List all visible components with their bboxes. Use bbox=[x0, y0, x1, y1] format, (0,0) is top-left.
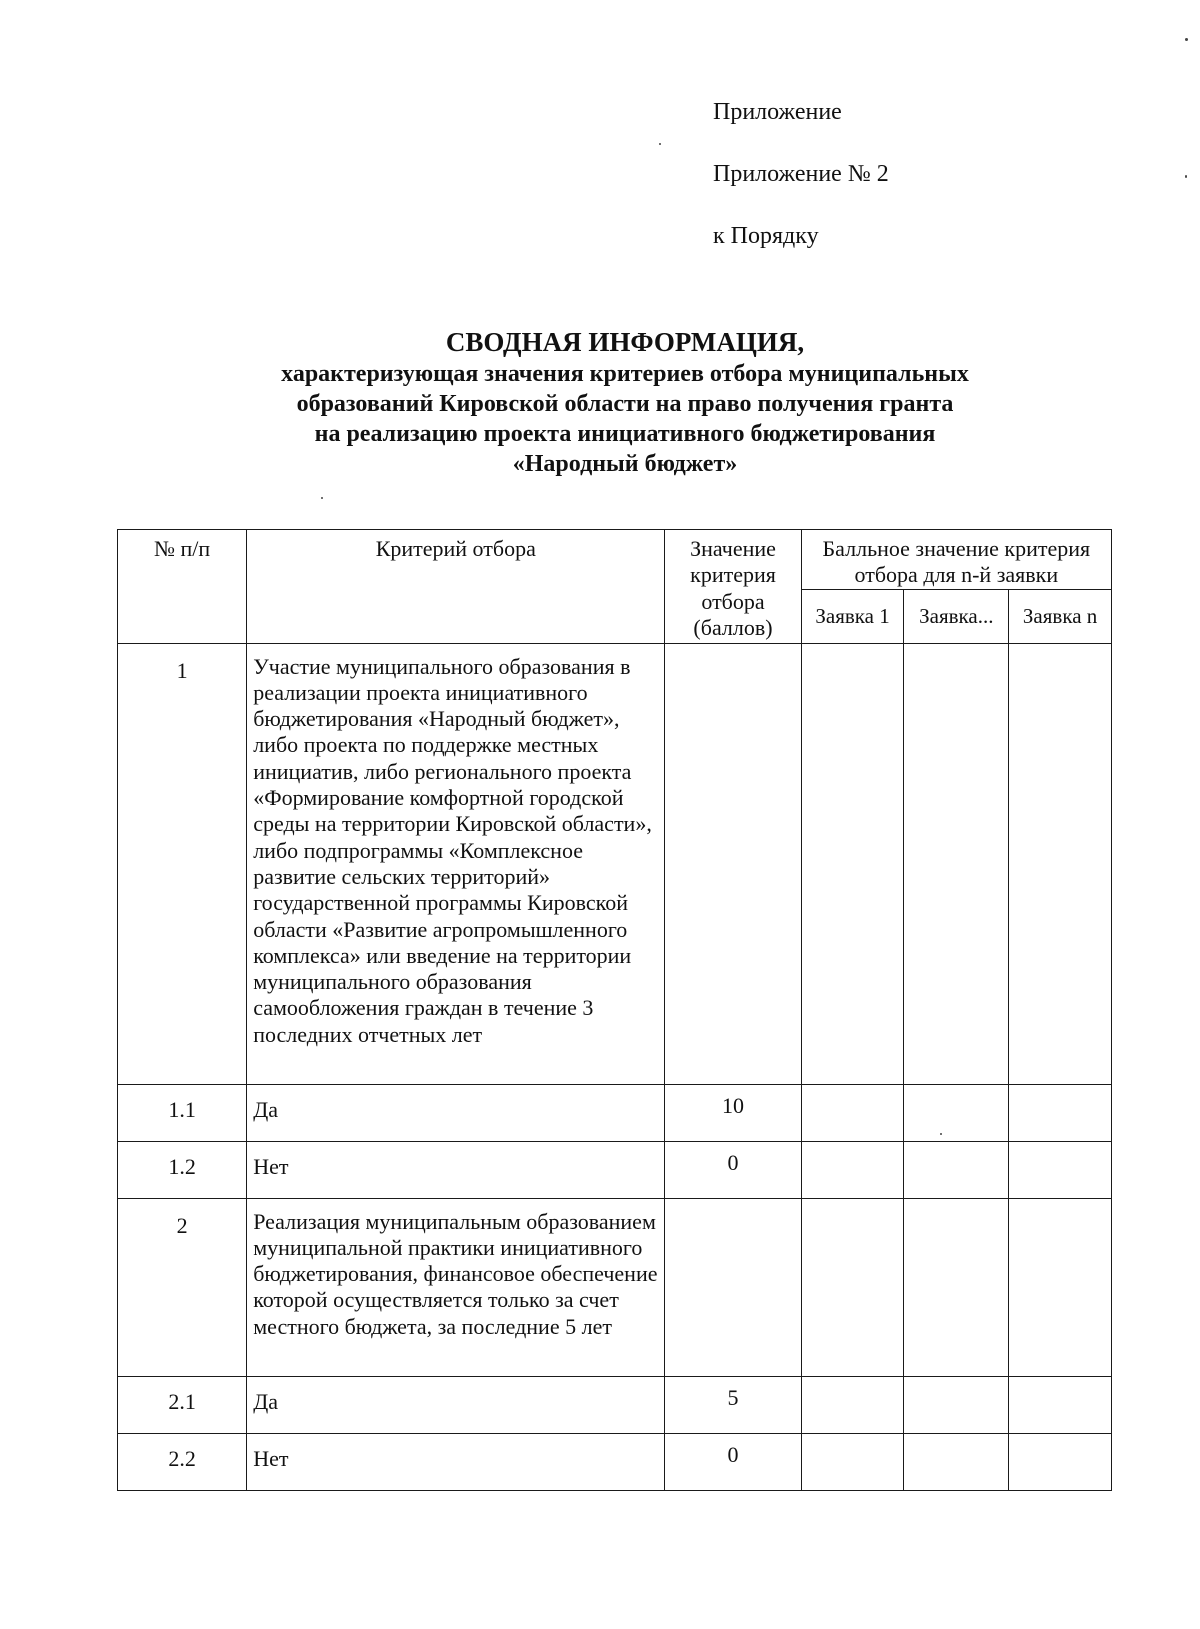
header-score-label: Балльное значение критерия отбора для n-й заявки bbox=[822, 536, 1091, 588]
header-app-etc: Заявка... bbox=[904, 589, 1009, 643]
row-num: 2.1 bbox=[118, 1376, 247, 1433]
title-line-5: «Народный бюджет» bbox=[512, 451, 738, 477]
score-cell-app-1 bbox=[801, 1084, 904, 1141]
title-line-4: на реализацию проекта инициативного бюджетирования bbox=[314, 421, 936, 447]
table-row bbox=[118, 643, 1112, 1084]
title-line-2: характеризующая значения критериев отбора муниципальных bbox=[281, 361, 969, 387]
appendix-line-3: к Порядку bbox=[713, 223, 819, 249]
score-cell-app-etc bbox=[904, 1141, 1009, 1198]
score-cell-app-n bbox=[1009, 643, 1112, 1084]
score-cell-app-1 bbox=[801, 1376, 904, 1433]
row-value: 5 bbox=[665, 1376, 801, 1433]
table-row bbox=[118, 1376, 1112, 1433]
table-row bbox=[118, 1433, 1112, 1490]
header-value bbox=[665, 530, 801, 644]
scan-speck bbox=[659, 143, 661, 145]
table-row bbox=[118, 1141, 1112, 1198]
table-header-row bbox=[118, 530, 1112, 590]
appendix-block bbox=[713, 100, 889, 286]
row-num: 2.2 bbox=[118, 1433, 247, 1490]
row-value: 0 bbox=[665, 1433, 801, 1490]
header-num bbox=[118, 530, 247, 644]
row-num: 1 bbox=[118, 643, 247, 1084]
header-score bbox=[801, 530, 1111, 590]
score-cell-app-1 bbox=[801, 1198, 904, 1376]
table-row bbox=[118, 1198, 1112, 1376]
header-criterion-label: Критерий отбора bbox=[375, 536, 536, 561]
row-criterion: Участие муниципального образования в реализации проекта инициативного бюджетирования «Народный бюджет», либо проекта по поддержке местных инициатив, либо регионального проекта «Формирование комфортной городской среды на территории Кировской области», либо подпрограммы «Комплексное развитие сельских территорий» государственной программы Кировской области «Развитие агропромышленного комплекса» или введение на территории муниципального образования самообложения граждан в течение 3 последних отчетных лет bbox=[247, 643, 665, 1084]
row-value: 0 bbox=[665, 1141, 801, 1198]
scan-speck bbox=[940, 1133, 942, 1135]
scan-speck bbox=[1185, 38, 1188, 41]
header-app-1: Заявка 1 bbox=[801, 589, 904, 643]
document-title bbox=[150, 325, 1100, 479]
row-criterion: Нет bbox=[247, 1141, 665, 1198]
appendix-line-1: Приложение bbox=[713, 99, 842, 125]
score-cell-app-etc bbox=[904, 1198, 1009, 1376]
scan-speck bbox=[321, 497, 323, 499]
scan-speck bbox=[1185, 175, 1187, 178]
row-value: 10 bbox=[665, 1084, 801, 1141]
row-criterion: Нет bbox=[247, 1433, 665, 1490]
row-value bbox=[665, 643, 801, 1084]
score-cell-app-1 bbox=[801, 1433, 904, 1490]
score-cell-app-etc bbox=[904, 1084, 1009, 1141]
row-num: 1.1 bbox=[118, 1084, 247, 1141]
score-cell-app-n bbox=[1009, 1198, 1112, 1376]
score-cell-app-n bbox=[1009, 1141, 1112, 1198]
appendix-line-2: Приложение № 2 bbox=[713, 161, 889, 187]
row-criterion: Да bbox=[247, 1376, 665, 1433]
score-cell-app-etc bbox=[904, 643, 1009, 1084]
row-criterion: Реализация муниципальным образованием муниципальной практики инициативного бюджетирования, финансовое обеспечение которой осуществляется только за счет местного бюджета, за последние 5 лет bbox=[247, 1198, 665, 1376]
score-cell-app-n bbox=[1009, 1433, 1112, 1490]
row-num: 2 bbox=[118, 1198, 247, 1376]
row-value bbox=[665, 1198, 801, 1376]
row-criterion: Да bbox=[247, 1084, 665, 1141]
criteria-table bbox=[117, 529, 1112, 1491]
header-value-label: Значение критерия отбора (баллов) bbox=[690, 536, 776, 640]
row-num: 1.2 bbox=[118, 1141, 247, 1198]
score-cell-app-n bbox=[1009, 1376, 1112, 1433]
score-cell-app-n bbox=[1009, 1084, 1112, 1141]
title-line-3: образований Кировской области на право получения гранта bbox=[296, 391, 954, 417]
table-row bbox=[118, 1084, 1112, 1141]
header-app-n: Заявка n bbox=[1009, 589, 1112, 643]
header-num-label: № п/п bbox=[154, 536, 211, 561]
score-cell-app-etc bbox=[904, 1433, 1009, 1490]
score-cell-app-etc bbox=[904, 1376, 1009, 1433]
header-criterion bbox=[247, 530, 665, 644]
score-cell-app-1 bbox=[801, 643, 904, 1084]
title-heading: СВОДНАЯ ИНФОРМАЦИЯ, bbox=[445, 327, 805, 357]
score-cell-app-1 bbox=[801, 1141, 904, 1198]
